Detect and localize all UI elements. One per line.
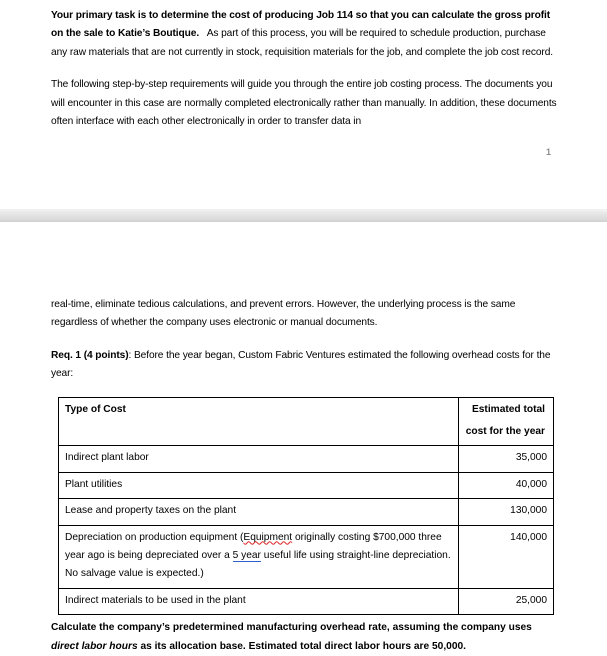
table-row-depreciation xyxy=(59,525,554,588)
paragraph-requirement-1 xyxy=(51,347,557,384)
column-header-estimated-total-line2: cost for the year xyxy=(465,426,545,438)
cell-cost-type-label: Indirect materials to be used in the plant xyxy=(65,594,246,606)
cell-cost-amount-value: 25,000 xyxy=(515,594,547,606)
overhead-costs-table xyxy=(58,397,554,616)
table-row xyxy=(59,499,554,525)
cell-cost-type-label: Indirect plant labor xyxy=(65,452,149,464)
column-header-estimated-total-line1: Estimated total xyxy=(471,403,545,415)
grammar-error-word[interactable]: 5 year xyxy=(232,550,261,562)
cell-cost-amount-depreciation xyxy=(459,525,554,588)
requirement-text: : Before the year began, Custom Fabric Ventures estimated the following overhead costs for the year: xyxy=(51,349,551,380)
depreciation-text-part-2: originally costing $700,000 three year ago is being depreciated over a xyxy=(65,531,442,562)
paragraph-step-by-step: The following step-by-step requirements will guide you through the entire job costing process. The documents you will encounter in this case are normally completed electronically rather than manually. In addition, these documents often interface with each other electronically in order to transfer data in xyxy=(51,79,557,128)
cell-cost-type-depreciation-label xyxy=(59,526,458,588)
table-row xyxy=(59,446,554,472)
cell-cost-type xyxy=(59,499,459,525)
cell-cost-amount-value: 35,000 xyxy=(515,452,547,464)
cell-cost-amount xyxy=(459,472,554,498)
paragraph-primary-task-rest: As part of this process, you will be required to schedule production, purchase any raw materials that are not currently in stock, requisition materials for the job, and complete the job cost record. xyxy=(51,28,554,58)
requirement-label: Req. 1 (4 points) xyxy=(51,349,129,361)
table-header-row xyxy=(59,397,554,446)
page-separator xyxy=(0,209,607,222)
cell-cost-amount xyxy=(459,446,554,472)
cell-cost-type xyxy=(59,472,459,498)
spell-error-word[interactable]: Equipment xyxy=(243,531,293,543)
depreciation-text-part-1: Depreciation on production equipment ( xyxy=(65,531,244,543)
paragraph-primary-task xyxy=(51,0,557,62)
cell-cost-amount xyxy=(459,499,554,525)
page-1-body xyxy=(0,0,607,131)
cell-cost-type-label: Lease and property taxes on the plant xyxy=(65,505,237,517)
cell-cost-type-depreciation xyxy=(59,525,459,588)
cell-cost-amount-depreciation-value: 140,000 xyxy=(510,531,547,543)
table-row xyxy=(59,588,554,614)
cell-cost-type xyxy=(59,588,459,614)
page-2-body xyxy=(0,222,607,656)
cell-cost-amount-value: 130,000 xyxy=(510,505,547,517)
column-header-type-of-cost-label: Type of Cost xyxy=(65,403,126,415)
table-row xyxy=(59,472,554,498)
closing-italic-phrase: direct labor hours xyxy=(51,640,138,652)
table-body xyxy=(59,446,554,615)
cell-cost-amount xyxy=(459,588,554,614)
paragraph-continued: real-time, eliminate tedious calculations, and prevent errors. However, the underlying process is the same regardless of whether the company uses electronic or manual documents. xyxy=(51,299,516,329)
closing-part-2: as its allocation base. Estimated total direct labor hours are 50,000. xyxy=(137,640,466,652)
document-page-1 xyxy=(0,0,607,209)
depreciation-text-part-3: useful life using straight-line depreciation. No salvage value is expected.) xyxy=(65,550,451,580)
page-number: 1 xyxy=(545,147,551,157)
spacer xyxy=(199,28,207,39)
paragraph-primary-task-bold: Your primary task is to determine the cost of producing Job 114 so that you can calculate the gross profit on the sale to Katie’s Boutique. xyxy=(51,10,551,40)
column-header-estimated-total xyxy=(459,397,554,446)
cell-cost-amount-value: 40,000 xyxy=(515,478,547,490)
table-header xyxy=(59,397,554,446)
cell-cost-type-label: Plant utilities xyxy=(65,478,123,490)
closing-part-1: Calculate the company’s predetermined manufacturing overhead rate, assuming the company uses xyxy=(51,622,532,634)
cell-cost-type xyxy=(59,446,459,472)
column-header-type-of-cost xyxy=(59,397,459,446)
document-page-2 xyxy=(0,222,607,652)
paragraph-closing-instruction xyxy=(51,619,557,656)
